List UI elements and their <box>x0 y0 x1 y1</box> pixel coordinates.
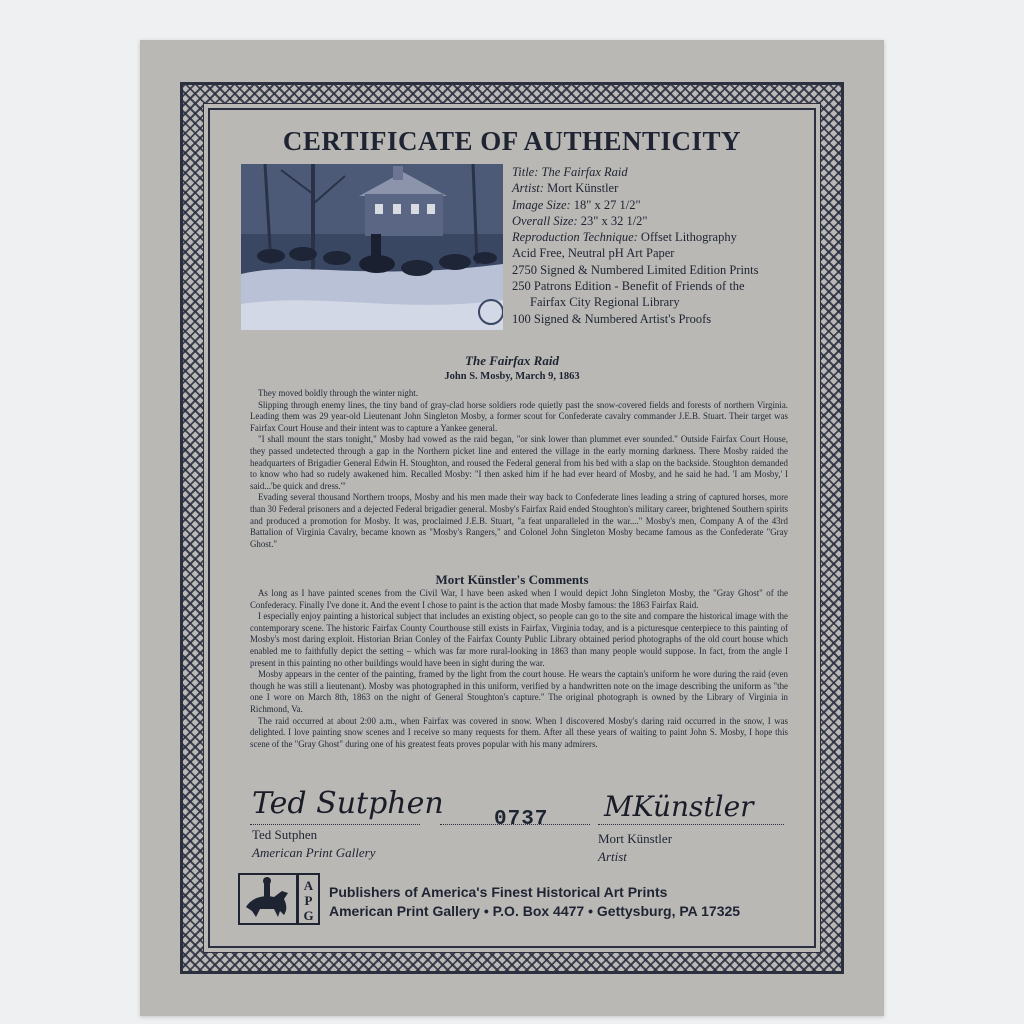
story-paragraph: Evading several thousand Northern troops, Mosby and his men made their way back to Confederate lines leading a string of captured horses, more than 30 Federal prisoners and a dejected Federal brigadier general. Mosby's Fairfax Raid ended Stoughton's military career, brightened Southern spirits and produced a promotion for Mosby. It was, proclaimed J.E.B. Stuart, "a feat unparalleled in the war...." Mosby's men, Company A of the 43rd Battalion of Virginia Cavalry, became known as "Mosby's Rangers," and Colonel John Singleton Mosby became famous as the Confederate "Gray Ghost." <box>250 492 788 549</box>
story-paragraph: They moved boldly through the winter night. <box>258 388 418 398</box>
right-signature: MKünstler <box>604 790 754 823</box>
right-signature-line <box>598 824 784 825</box>
certificate-title: CERTIFICATE OF AUTHENTICITY <box>282 126 742 156</box>
comments-paragraph: As long as I have painted scenes from the Civil War, I have been asked when I would depict John Singleton Mosby, the "Gray Ghost" of the Confederacy. Finally I've done it. And the event I chose to paint is the action that made Mosby famous: the 1863 Fairfax Raid. <box>250 588 788 610</box>
right-signer-role: Artist <box>598 849 627 864</box>
edition-number: 0737 <box>494 808 549 831</box>
story-subtitle: John S. Mosby, March 9, 1863 <box>444 371 580 382</box>
right-signer-name: Mort Künstler <box>598 831 673 846</box>
story-paragraph: "I shall mount the stars tonight," Mosby had vowed as the raid began, "or sink lower than plummet ever sounded." Outside Fairfax Court House, they passed undetected through a gap in the Northern picket line and entered the village in the early morning darkness. There Mosby raided the headquarters of Brigadier General Edwin H. Stoughton, and roused the Federal general from his bed with a slap on the backside. Stoughton demanded to know who had so rudely awakened him. Recalled Mosby: "I then asked him if he had ever heard of Mosby, and he said he had. 'I am Mosby,' I said...'be quick and dress.'" <box>250 434 788 491</box>
spec-edition-signed: 2750 Signed & Numbered Limited Edition Prints <box>512 262 759 277</box>
comments-paragraph: Mosby appears in the center of the painting, framed by the light from the court house. He wears the captain's uniform he wore during the raid (even though he was still a lieutenant). Mosby was photographed in this uniform, verified by a handwritten note on the image describing the uniform as "the one I wore on March 8th, 1863 on the night of General Stoughton's capture." The original photograph is owned by the Library of Virginia in Richmond, Va. <box>250 669 788 714</box>
apg-logo <box>238 873 320 925</box>
comments-title: Mort Künstler's Comments <box>435 572 589 587</box>
painting-image <box>241 164 503 330</box>
spec-image-size: Image Size: 18" x 27 1/2" <box>512 197 641 212</box>
painting-thumbnail <box>241 164 503 330</box>
left-signature: Ted Sutphen <box>252 786 444 821</box>
print-specifications <box>512 164 812 327</box>
left-signer-role: American Print Gallery <box>252 845 376 860</box>
spec-edition-patrons-continued: Fairfax City Regional Library <box>530 295 680 310</box>
spec-paper: Acid Free, Neutral pH Art Paper <box>512 246 675 261</box>
publisher-tagline: Publishers of America's Finest Historical Art Prints <box>329 884 668 900</box>
horse-rider-icon <box>238 873 320 925</box>
story-paragraph: Slipping through enemy lines, the tiny band of gray-clad horse soldiers rode quietly past the snow-covered fields and forests of northern Virginia. Leading them was 29 year-old Lieutenant John Singleton Mosby, a former scout for Confederate cavalry commander J.E.B. Stuart. Their target was Fairfax Court House and their intent was to capture a Yankee general. <box>250 399 788 433</box>
comments-paragraph: I especially enjoy painting a historical subject that includes an existing object, so people can go to the site and compare the historical image with the contemporary scene. The historic Fairfax County Courthouse still exists in Fairfax, Virginia today, and is a picturesque centerpiece to this painting of Mosby's most daring exploit. Historian Brian Conley of the Fairfax County Public Library obtained period photographs of the old court house which enabled me to faithfully depict the setting – which was far more rural-looking in 1863 than many people would suppose. In fact, from the angle I present in this painting no other buildings would have been in sight during the war. <box>250 611 788 668</box>
spec-title: Title: The Fairfax Raid <box>512 165 628 179</box>
logo-letter-g: G <box>303 908 314 923</box>
publisher-address: American Print Gallery • P.O. Box 4477 • Gettysburg, PA 17325 <box>329 903 741 919</box>
left-signer-name: Ted Sutphen <box>252 827 318 842</box>
logo-letter-a: A <box>303 878 314 893</box>
spec-technique: Reproduction Technique: Offset Lithography <box>512 230 737 245</box>
story-title: The Fairfax Raid <box>465 353 559 368</box>
left-signature-line <box>250 824 420 825</box>
spec-edition-proofs: 100 Signed & Numbered Artist's Proofs <box>512 311 712 326</box>
spec-overall-size: Overall Size: 23" x 32 1/2" <box>512 213 648 228</box>
logo-letter-p: P <box>304 893 313 908</box>
comments-text <box>250 588 788 750</box>
spec-edition-patrons: 250 Patrons Edition - Benefit of Friends of the <box>512 279 745 294</box>
spec-artist: Artist: Mort Künstler <box>512 181 619 196</box>
story-text <box>250 388 788 550</box>
comments-paragraph: The raid occurred at about 2:00 a.m., when Fairfax was covered in snow. When I discovered Mosby's daring raid occurred in the snow, I was delighted. I love painting snow scenes and I receive so many requests for them. After all these years of waiting to paint John S. Mosby, I hope this scene of the "Gray Ghost" during one of his greatest feats proves popular with his many admirers. <box>250 715 788 749</box>
